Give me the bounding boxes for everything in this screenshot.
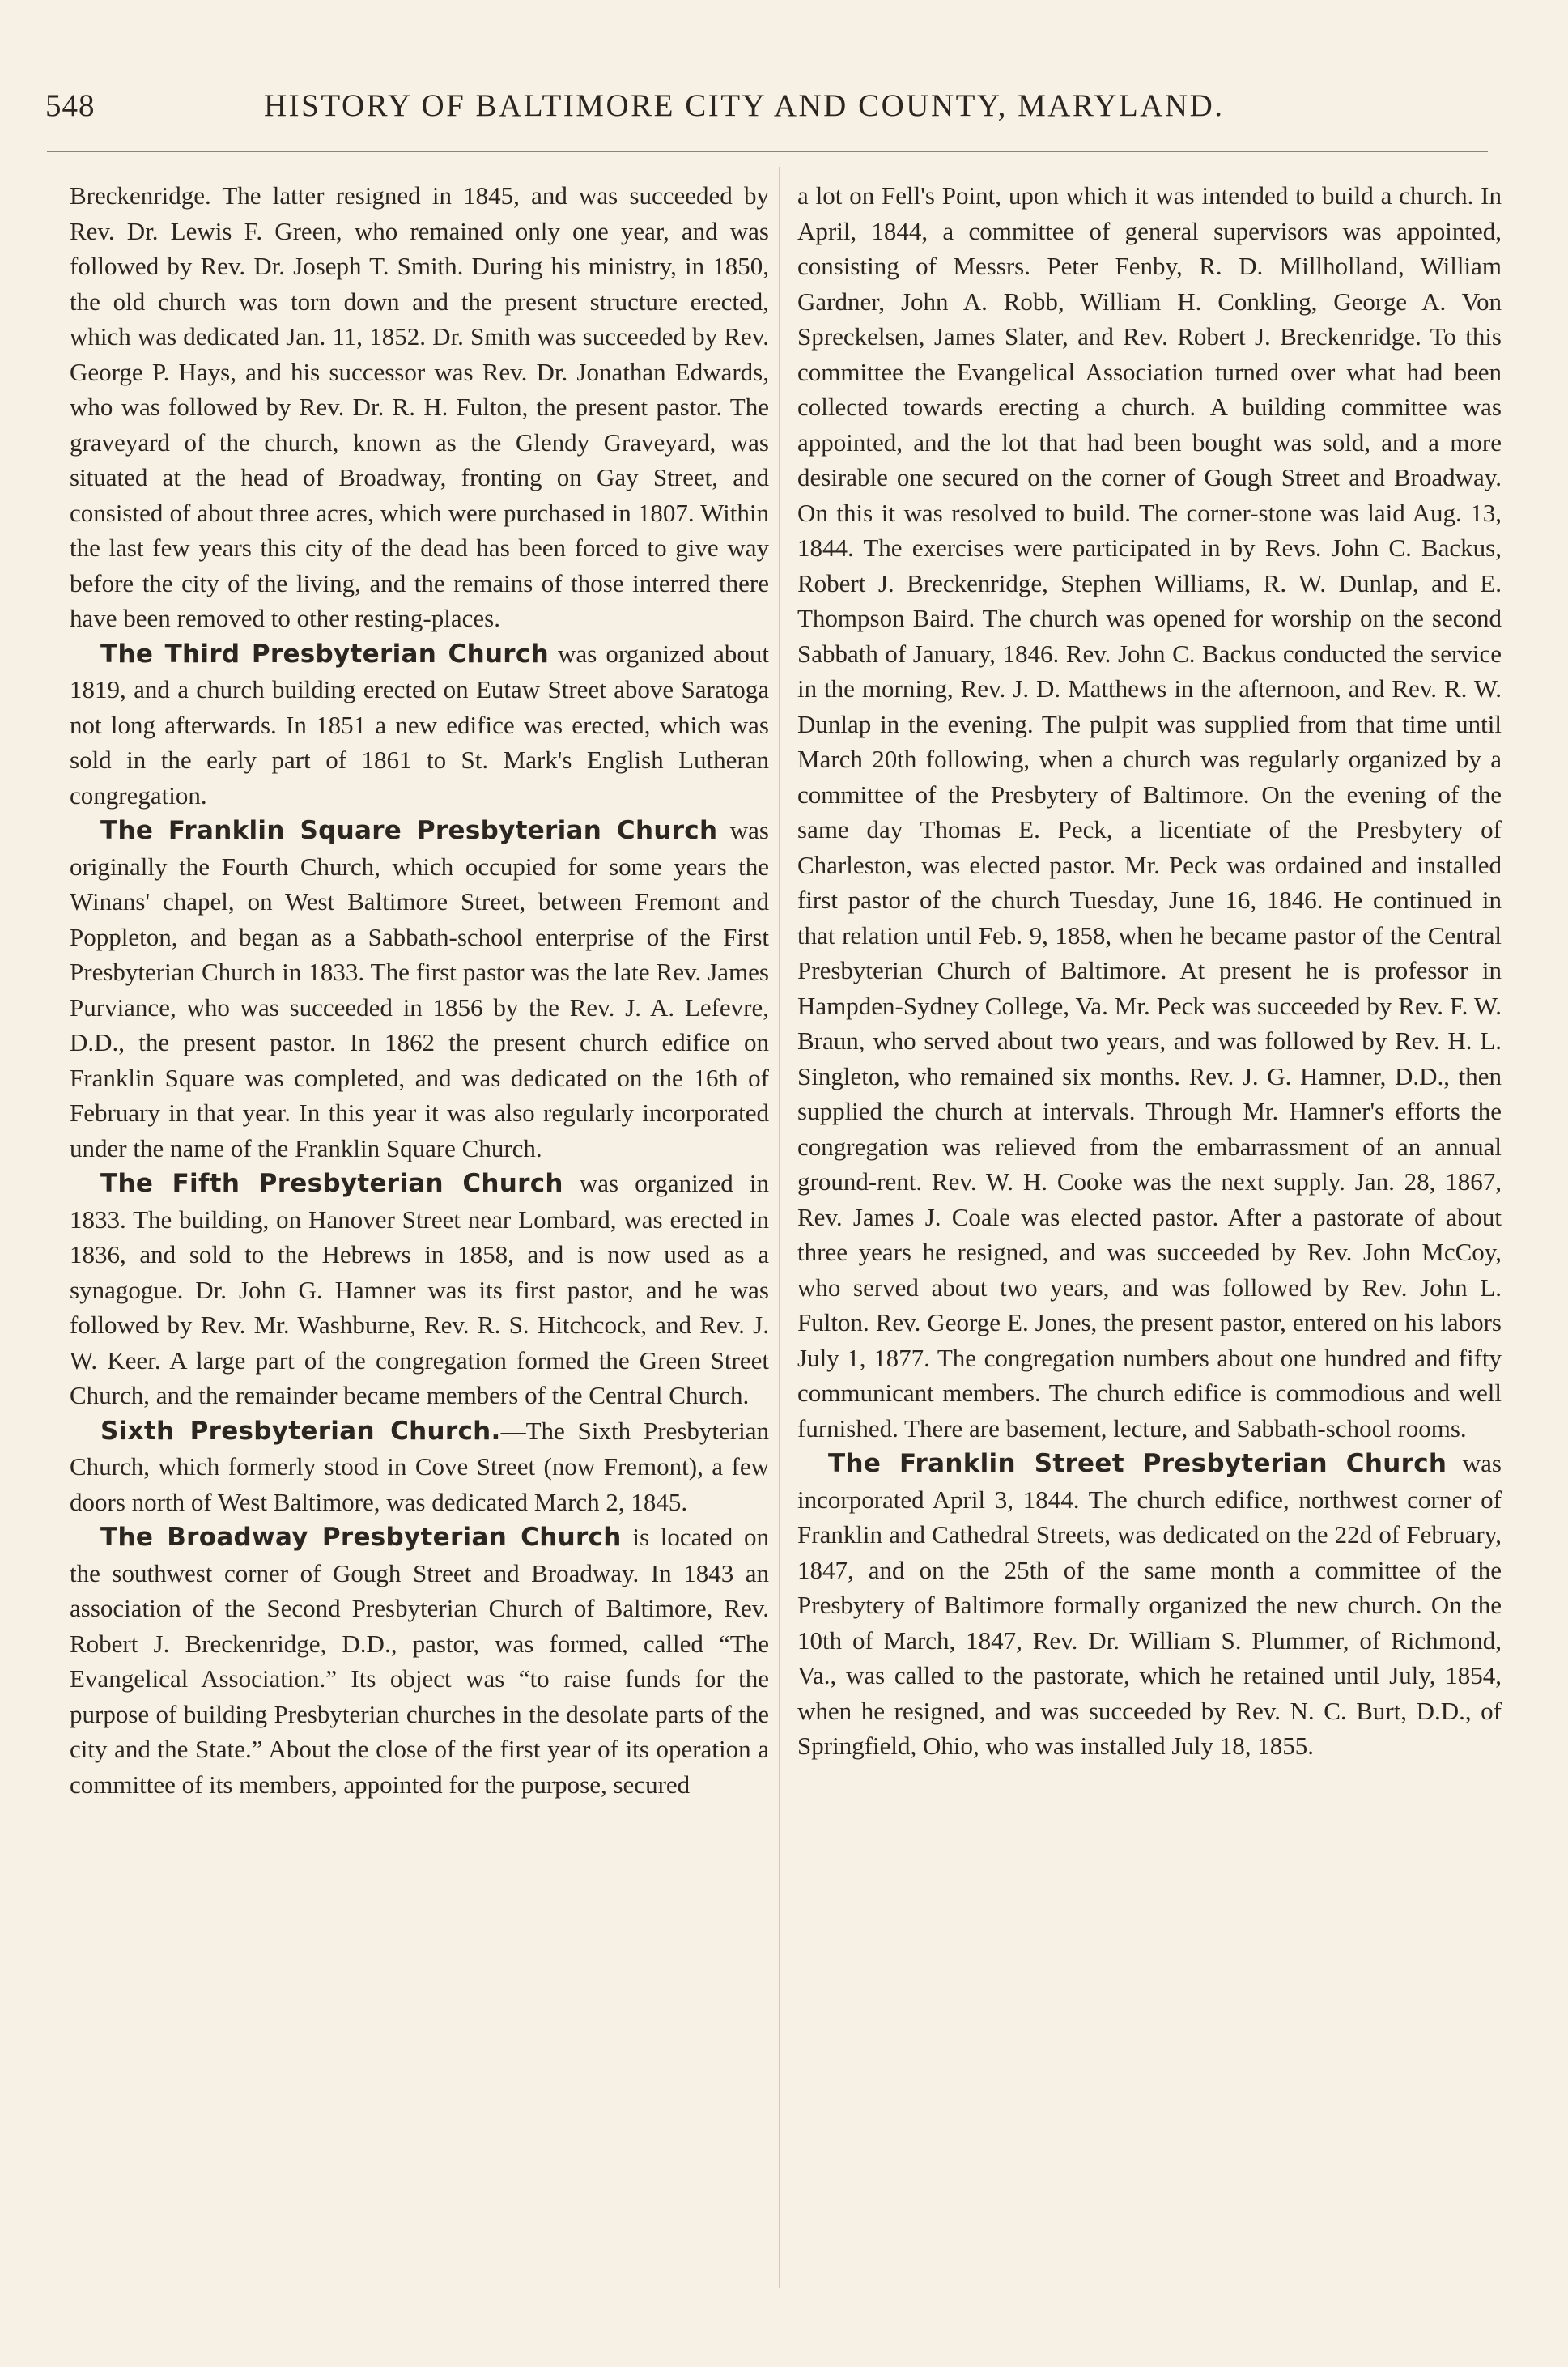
paragraph-body: a lot on Fell's Point, upon which it was intended to build a church. In April, 1844, a committee of general supervisors was appointed, consisting of Messrs. Peter Fenby, R. D. Millholland, William Gardner, John A. Robb, William H. Conkling, George A. Von Spreckelsen, James Slater, and Rev. Robert J. Breckenridge. To this committee the Evangelical Association turned over what had been collected towards erecting a church. A building committee was appointed, and the lot that had been bought was sold, and a more desirable one secured on the corner of Gough Street and Broadway. On this it was resolved to build. The corner-stone was laid Aug. 13, 1844. The exercises were participated in by Revs. John C. Backus, Robert J. Breckenridge, Stephen Williams, R. W. Dunlap, and E. Thompson Baird. The church was opened for worship on the second Sabbath of January, 1846. Rev. John C. Backus conducted the service in the morning, Rev. J. D. Matthews in the afternoon, and Rev. R. W. Dunlap in the evening. The pulpit was supplied from that time until March 20th following, when a church was regularly organized by a committee of the Presbytery of Baltimore. On the evening of the same day Thomas E. Peck, a licentiate of the Presbytery of Charleston, was elected pastor. Mr. Peck was ordained and installed first pastor of the church Tuesday, June 16, 1846. He continued in that relation until Feb. 9, 1858, when he became pastor of the Central Presbyterian Church of Baltimore. At present he is professor in Hampden-Sydney College, Va. Mr. Peck was succeeded by Rev. F. W. Braun, who served about two years, and was followed by Rev. H. L. Singleton, who remained six months. Rev. J. G. Hamner, D.D., then supplied the church at intervals. Through Mr. Hamner's efforts the congregation was relieved from the embarrassment of an annual ground-rent. Rev. W. H. Cooke was the next supply. Jan. 28, 1867, Rev. James J. Coale was elected pastor. After a pastorate of about three years he resigned, and was succeeded by Rev. John McCoy, who served about two years, and was followed by Rev. John L. Fulton. Rev. George E. Jones, the present pastor, entered on his labors July 1, 1877. The congregation numbers about one hundred and fifty communicant members. The church edifice is commodious and well furnished. There are basement, lecture, and Sabbath-school rooms.	[797, 181, 1502, 1443]
section-heading: Sixth Presbyterian Church.	[100, 1416, 501, 1446]
paragraph-body: Breckenridge. The latter resigned in 1845, and was succeeded by Rev. Dr. Lewis F. Green, who remained only one year, and was followed by Rev. Dr. Joseph T. Smith. During his ministry, in 1850, the old church was torn down and the present structure erected, which was dedicated Jan. 11, 1852. Dr. Smith was succeeded by Rev. George P. Hays, and his successor was Rev. Dr. Jonathan Edwards, who was followed by Rev. Dr. R. H. Fulton, the present pastor. The graveyard of the church, known as the Glendy Graveyard, was situated at the head of Broadway, fronting on Gay Street, and consisted of about three acres, which were purchased in 1807. Within the last few years this city of the dead has been forced to give way before the city of the living, and the remains of those interred there have been removed to other resting-places.	[70, 181, 769, 632]
section-heading: The Broadway Presbyterian Church	[100, 1523, 622, 1552]
page-number: 548	[45, 88, 96, 123]
paragraph-body: was organized about 1819, and a church building erected on Eutaw Street above Saratoga not long afterwards. In 1851 a new edifice was erected, which was sold in the early part of 1861 to St. Mark's English Lutheran congregation.	[70, 639, 769, 810]
paragraph-body: was incorporated April 3, 1844. The church edifice, northwest corner of Franklin and Cathedral Streets, was dedicated on the 22d of February, 1847, and on the 25th of the same month a committee of the Presbytery of Baltimore formally organized the new church. On the 10th of March, 1847, Rev. Dr. William S. Plummer, of Richmond, Va., was called to the pastorate, which he retained until July, 1854, when he resigned, and was succeeded by Rev. N. C. Burt, D.D., of Springfield, Ohio, who was installed July 18, 1855.	[797, 1449, 1502, 1760]
section-heading: The Fifth Presbyterian Church	[100, 1169, 563, 1198]
right-column	[797, 178, 1502, 1764]
paragraph-fifth-presbyterian	[70, 1166, 769, 1413]
left-column	[70, 178, 769, 1802]
paragraph-body: —The Sixth Presbyterian Church, which formerly stood in Cove Street (now Fremont), a few doors north of West Baltimore, was dedicated March 2, 1845.	[70, 1416, 769, 1516]
header-rule	[47, 151, 1488, 152]
paragraph-body: is located on the southwest corner of Gough Street and Broadway. In 1843 an association of the Second Presbyterian Church of Baltimore, Rev. Robert J. Breckenridge, D.D., pastor, was formed, called “The Evangelical Association.” Its object was “to raise funds for the purpose of building Presbyterian churches in the desolate parts of the city and the State.” About the close of the first year of its operation a committee of its members, appointed for the purpose, secured	[70, 1523, 770, 1799]
paragraph-franklin-square	[70, 813, 769, 1166]
paragraph-third-presbyterian	[70, 636, 769, 814]
section-heading: The Third Presbyterian Church	[100, 639, 549, 669]
paragraph-continuation	[797, 178, 1502, 1446]
paragraph-body: was organized in 1833. The building, on Hanover Street near Lombard, was erected in 1836, and sold to the Hebrews in 1858, and is now used as a synagogue. Dr. John G. Hamner was its first pastor, and he was followed by Rev. Mr. Washburne, Rev. R. S. Hitchcock, and Rev. J. W. Keer. A large part of the congregation formed the Green Street Church, and the remainder became members of the Central Church.	[70, 1169, 770, 1409]
section-heading: The Franklin Street Presbyterian Church	[828, 1449, 1447, 1478]
paragraph-body: was originally the Fourth Church, which occupied for some years the Winans' chapel, on West Baltimore Street, between Fremont and Poppleton, and began as a Sabbath-school enterprise of the First Presbyterian Church in 1833. The first pastor was the late Rev. James Purviance, who was succeeded in 1856 by the Rev. J. A. Lefevre, D.D., the present pastor. In 1862 the present church edifice on Franklin Square was completed, and was dedicated on the 16th of February in that year. In this year it was also regularly incorporated under the name of the Franklin Square Church.	[70, 816, 769, 1162]
paragraph-franklin-street	[797, 1446, 1502, 1764]
running-title: HISTORY OF BALTIMORE CITY AND COUNTY, MARYLAND.	[264, 88, 1225, 123]
paragraph-sixth-presbyterian	[70, 1413, 769, 1520]
column-divider	[779, 167, 780, 2288]
page-header	[45, 87, 1515, 130]
paragraph-continuation	[70, 178, 769, 636]
section-heading: The Franklin Square Presbyterian Church	[100, 816, 718, 845]
paragraph-broadway-presbyterian	[70, 1519, 769, 1802]
